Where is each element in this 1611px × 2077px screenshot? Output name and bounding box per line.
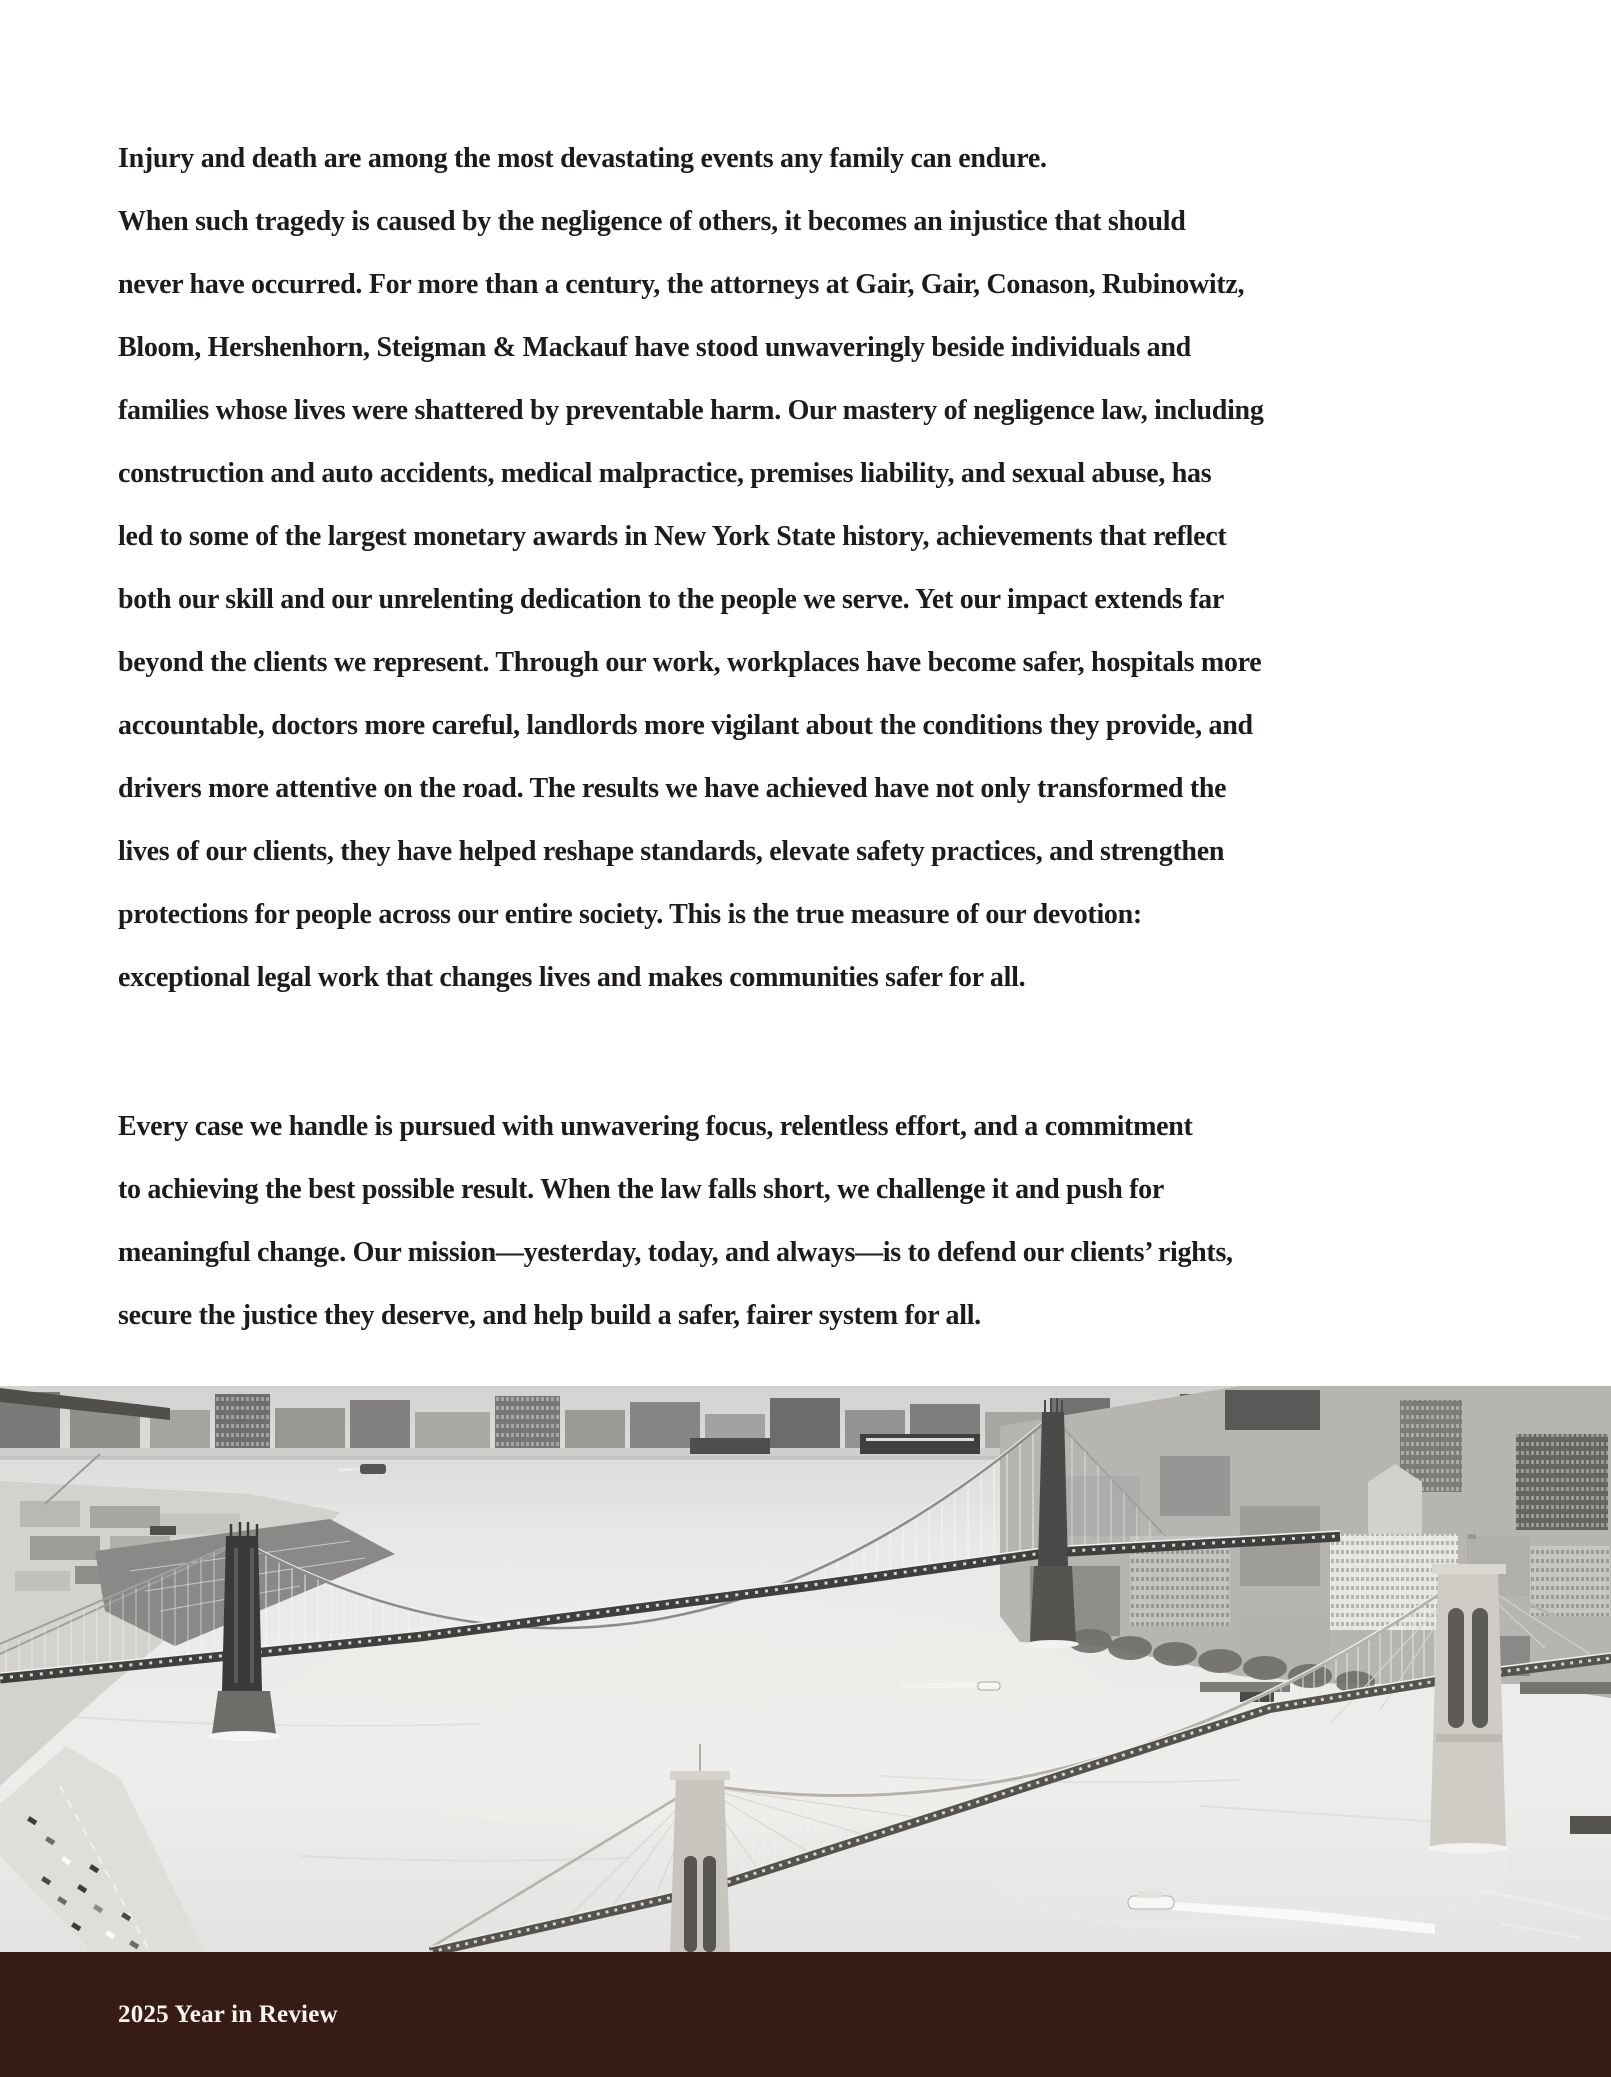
paragraph-line: drivers more attentive on the road. The results we have achieved have not only transformed the xyxy=(118,773,1227,804)
paragraph-line: families whose lives were shattered by preventable harm. Our mastery of negligence law, including xyxy=(118,395,1264,426)
paragraph-line: Bloom, Hershenhorn, Steigman & Mackauf have stood unwaveringly beside individuals and xyxy=(118,332,1191,363)
paragraph-line: exceptional legal work that changes lives and makes communities safer for all. xyxy=(118,962,1026,993)
paragraph-line: never have occurred. For more than a century, the attorneys at Gair, Gair, Conason, Rubinowitz, xyxy=(118,269,1245,300)
intro-paragraph xyxy=(118,127,1264,1009)
footer-bar xyxy=(0,1952,1611,2077)
paragraph-line: meaningful change. Our mission—yesterday, today, and always—is to defend our clients’ rights, xyxy=(118,1237,1233,1268)
mission-paragraph xyxy=(118,1095,1233,1347)
paragraph-line: lives of our clients, they have helped reshape standards, elevate safety practices, and strengthen xyxy=(118,836,1225,867)
bridges-photo-illustration xyxy=(0,1386,1611,1952)
paragraph-line: both our skill and our unrelenting dedication to the people we serve. Yet our impact extends far xyxy=(118,584,1224,615)
brooklyn-bridge-tower-far xyxy=(1428,1534,1508,1853)
paragraph-line: Injury and death are among the most devastating events any family can endure. xyxy=(118,143,1047,174)
paragraph-line: secure the justice they deserve, and help build a safer, fairer system for all. xyxy=(118,1300,981,1331)
paragraph-line: construction and auto accidents, medical malpractice, premises liability, and sexual abuse, has xyxy=(118,458,1212,489)
footer-title: 2025 Year in Review xyxy=(118,2000,338,2028)
paragraph-line: When such tragedy is caused by the negligence of others, it becomes an injustice that should xyxy=(118,206,1186,237)
paragraph-line: beyond the clients we represent. Through our work, workplaces have become safer, hospitals more xyxy=(118,647,1262,678)
paragraph-line: to achieving the best possible result. When the law falls short, we challenge it and push for xyxy=(118,1174,1165,1205)
paragraph-line: accountable, doctors more careful, landlords more vigilant about the conditions they provide, and xyxy=(118,710,1253,741)
east-river-bridges-photo xyxy=(0,1386,1611,1952)
brooklyn-bridge-tower-near xyxy=(670,1744,730,1952)
paragraph-line: led to some of the largest monetary awards in New York State history, achievements that reflect xyxy=(118,521,1227,552)
paragraph-line: protections for people across our entire society. This is the true measure of our devotion: xyxy=(118,899,1142,930)
paragraph-line: Every case we handle is pursued with unwavering focus, relentless effort, and a commitment xyxy=(118,1111,1193,1142)
